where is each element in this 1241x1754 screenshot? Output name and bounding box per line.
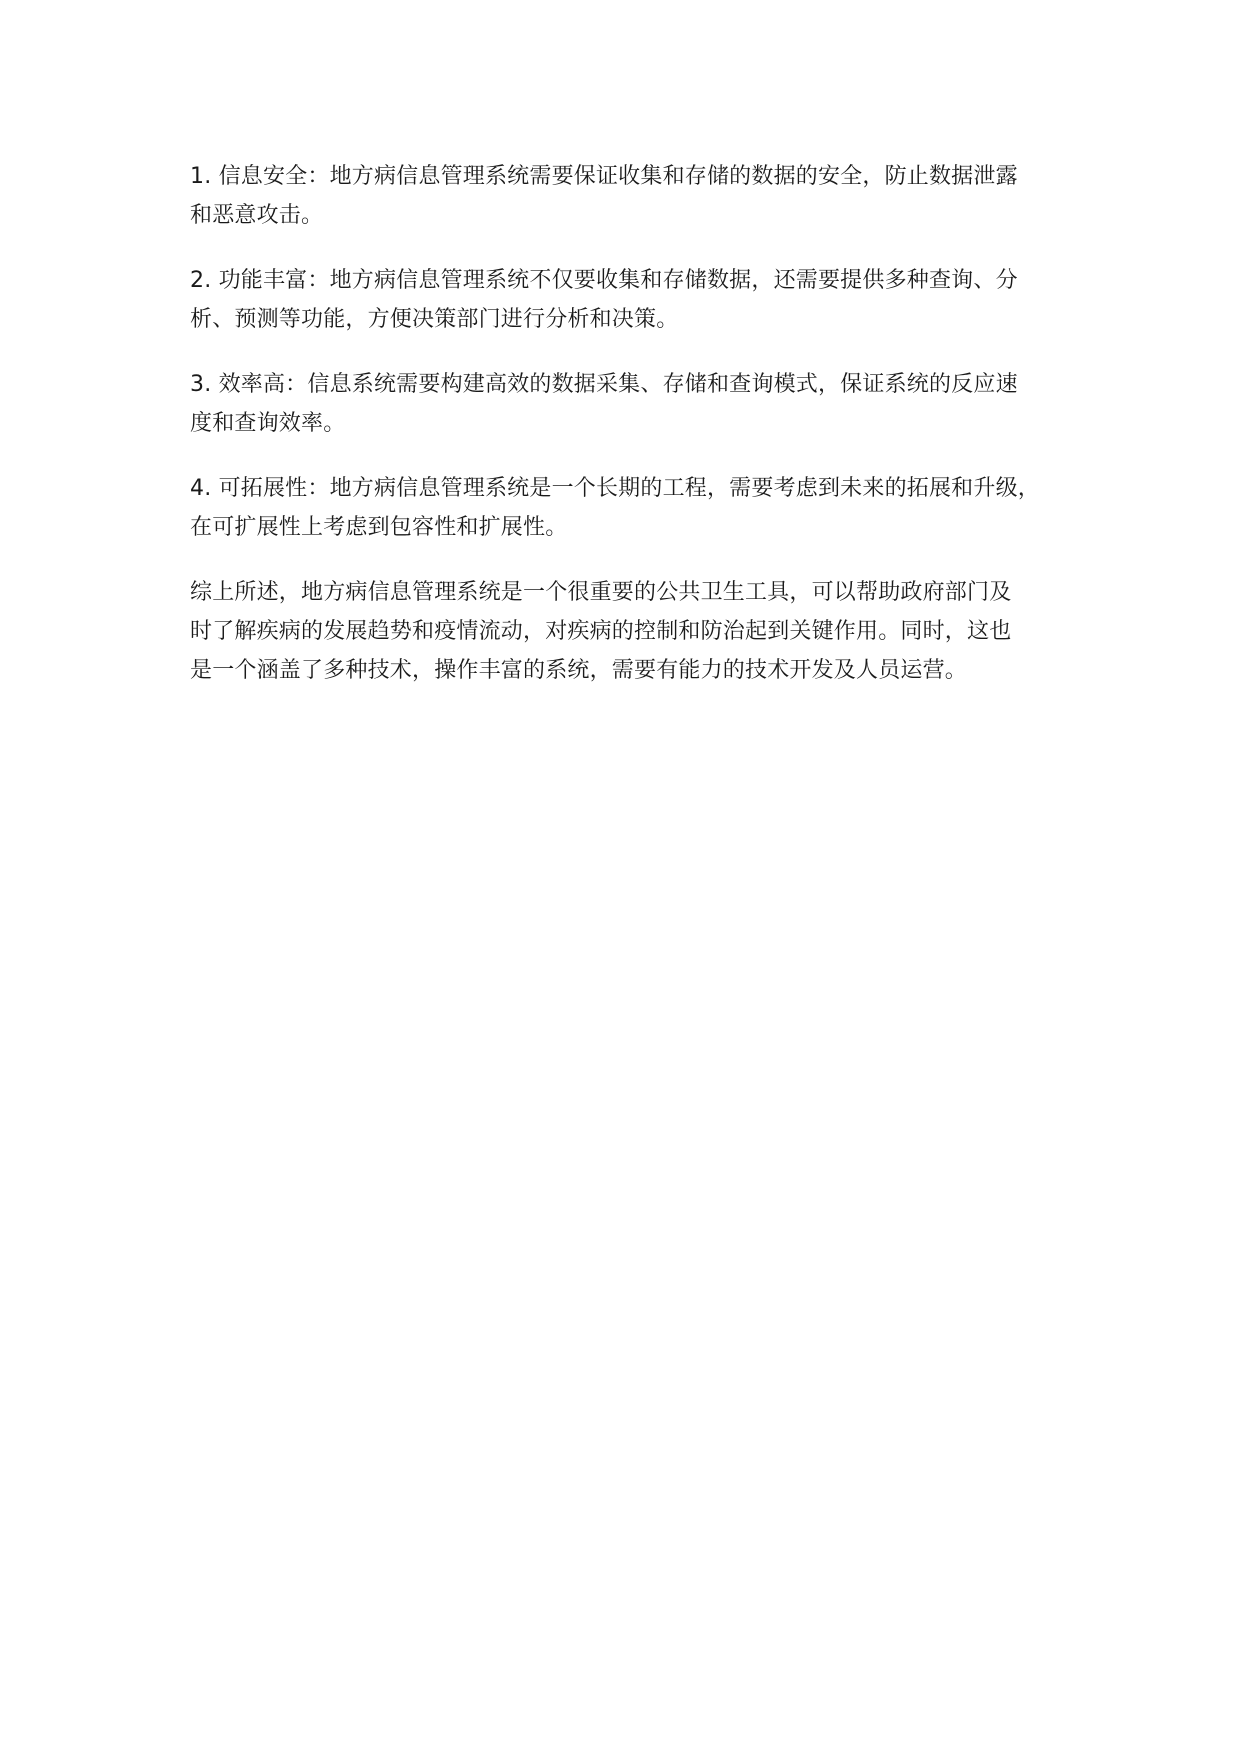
paragraph-line: 在可扩展性上考虑到包容性和扩展性。 [190,515,568,540]
paragraph-line: 2. 功能丰富：地方病信息管理系统不仅要收集和存储数据，还需要提供多种查询、分 [190,268,1018,293]
paragraph-line: 析、预测等功能，方便决策部门进行分析和决策。 [190,307,679,332]
paragraph-high-efficiency [190,365,1090,443]
paragraph-line: 3. 效率高：信息系统需要构建高效的数据采集、存储和查询模式，保证系统的反应速 [190,372,1018,397]
paragraph-line: 度和查询效率。 [190,411,346,436]
paragraph-line: 4. 可拓展性：地方病信息管理系统是一个长期的工程，需要考虑到未来的拓展和升级， [190,476,1040,501]
paragraph-information-security [190,157,1090,235]
paragraph-summary [190,573,1090,690]
document-body [190,157,1090,716]
paragraph-line: 综上所述，地方病信息管理系统是一个很重要的公共卫生工具，可以帮助政府部门及 [190,580,1012,605]
paragraph-line: 时了解疾病的发展趋势和疫情流动，对疾病的控制和防治起到关键作用。同时，这也 [190,619,1012,644]
paragraph-line: 1. 信息安全：地方病信息管理系统需要保证收集和存储的数据的安全，防止数据泄露 [190,164,1018,189]
paragraph-extensibility [190,469,1090,547]
paragraph-rich-functions [190,261,1090,339]
paragraph-line: 和恶意攻击。 [190,203,324,228]
paragraph-line: 是一个涵盖了多种技术，操作丰富的系统，需要有能力的技术开发及人员运营。 [190,658,968,683]
